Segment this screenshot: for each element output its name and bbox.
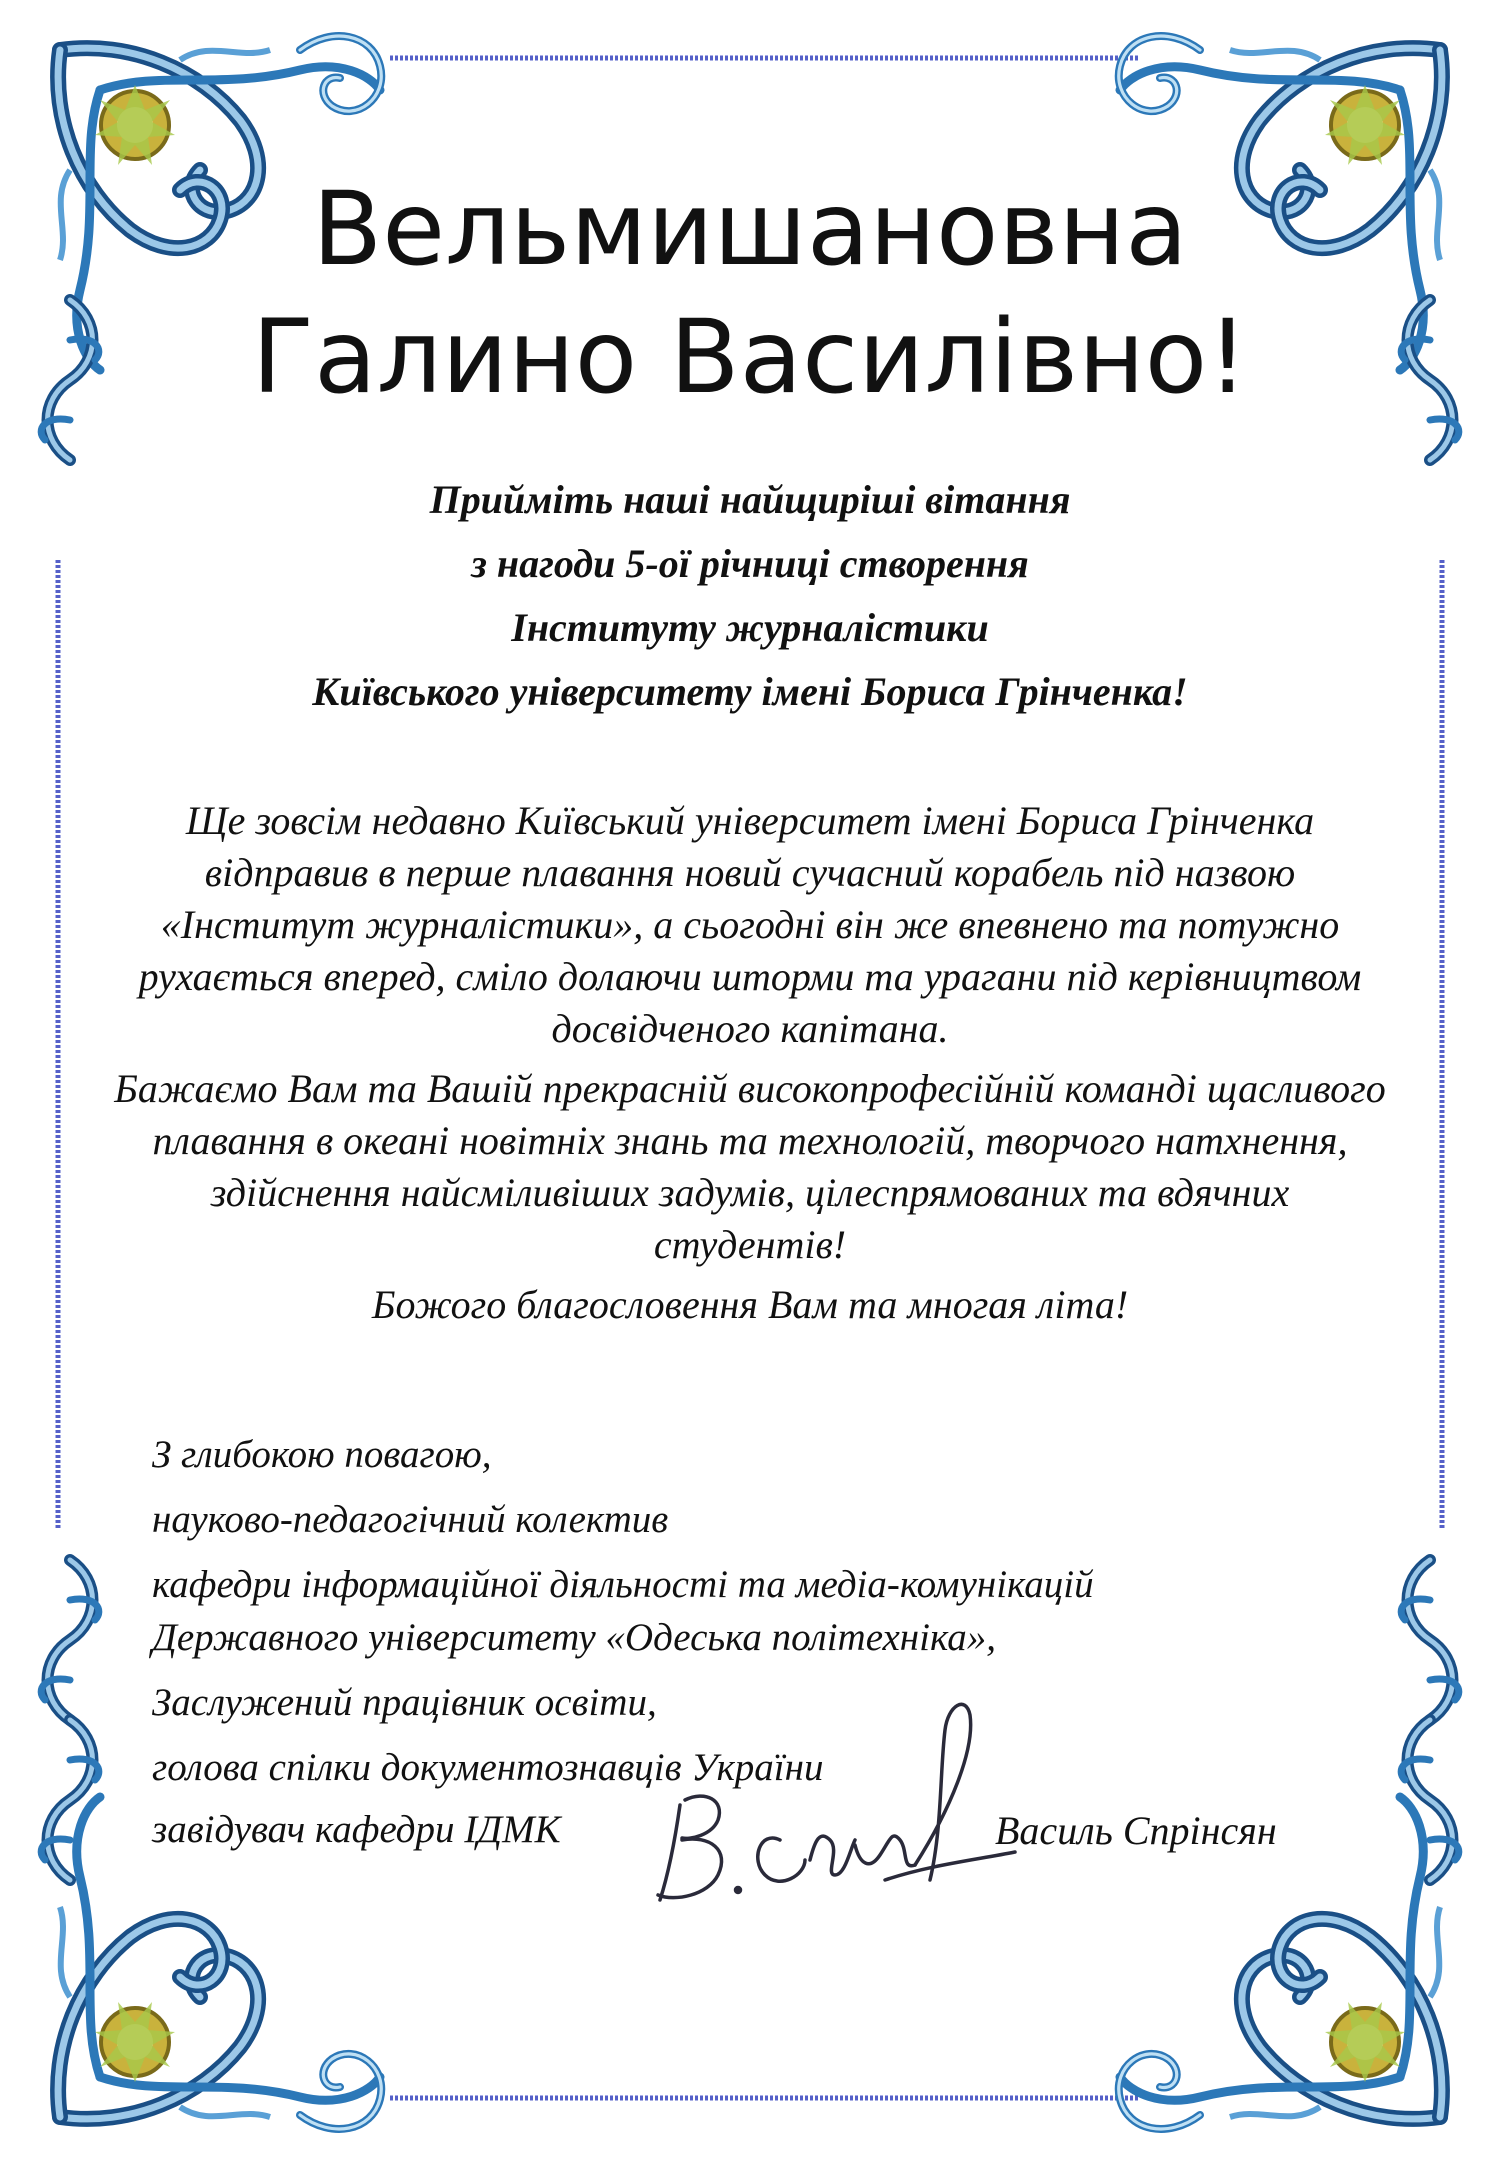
greeting-line: з нагоди 5-ої річниці створення xyxy=(471,541,1029,586)
greeting-block xyxy=(150,468,1350,724)
closing-line-regards: З глибокою повагою, xyxy=(152,1433,492,1476)
closing-line-position: завідувач кафедри ІДМК xyxy=(152,1808,561,1851)
closing-line-collective: науково-педагогічний колектив xyxy=(152,1498,669,1541)
body-paragraph-2: Бажаємо Вам та Вашій прекрасній високопрофесійній команді щасливого плавання в океані новітніх знань та технологій, творчого натхнення, здійснення найсміливіших задумів, цілеспрямованих та вдячних студентів! xyxy=(114,1066,1386,1267)
heading-line-2: Галино Василівно! xyxy=(251,298,1249,417)
greeting-line: Прийміть наші найщиріші вітання xyxy=(429,477,1071,522)
body-text xyxy=(110,795,1390,1339)
body-paragraph-1: Ще зовсім недавно Київський університет імені Бориса Грінченка відправив в перше плавання новий сучасний корабель під назвою «Інститут журналістики», а сьогодні він же впевнено та потужно рухається вперед, сміло долаючи шторми та урагани під керівництвом досвідченого капітана. xyxy=(138,798,1362,1051)
closing-line-union-head: голова спілки документознавців України xyxy=(152,1746,824,1789)
greeting-line: Інституту журналістики xyxy=(511,605,989,650)
body-paragraph-3: Божого благословення Вам та многая літа! xyxy=(371,1282,1129,1327)
greeting-line: Київського університету імені Бориса Грінченка! xyxy=(312,669,1188,714)
closing-line-department: кафедри інформаційної діяльності та медіа-комунікацій xyxy=(152,1563,1094,1606)
closing-line-honor: Заслужений працівник освіти, xyxy=(152,1681,657,1724)
heading-line-1: Вельмишановна xyxy=(312,170,1188,289)
signer-name: Василь Спрінсян xyxy=(995,1808,1277,1853)
closing-line-university: Державного університету «Одеська політехніка», xyxy=(152,1616,997,1659)
handwritten-signature xyxy=(630,1690,1030,1920)
